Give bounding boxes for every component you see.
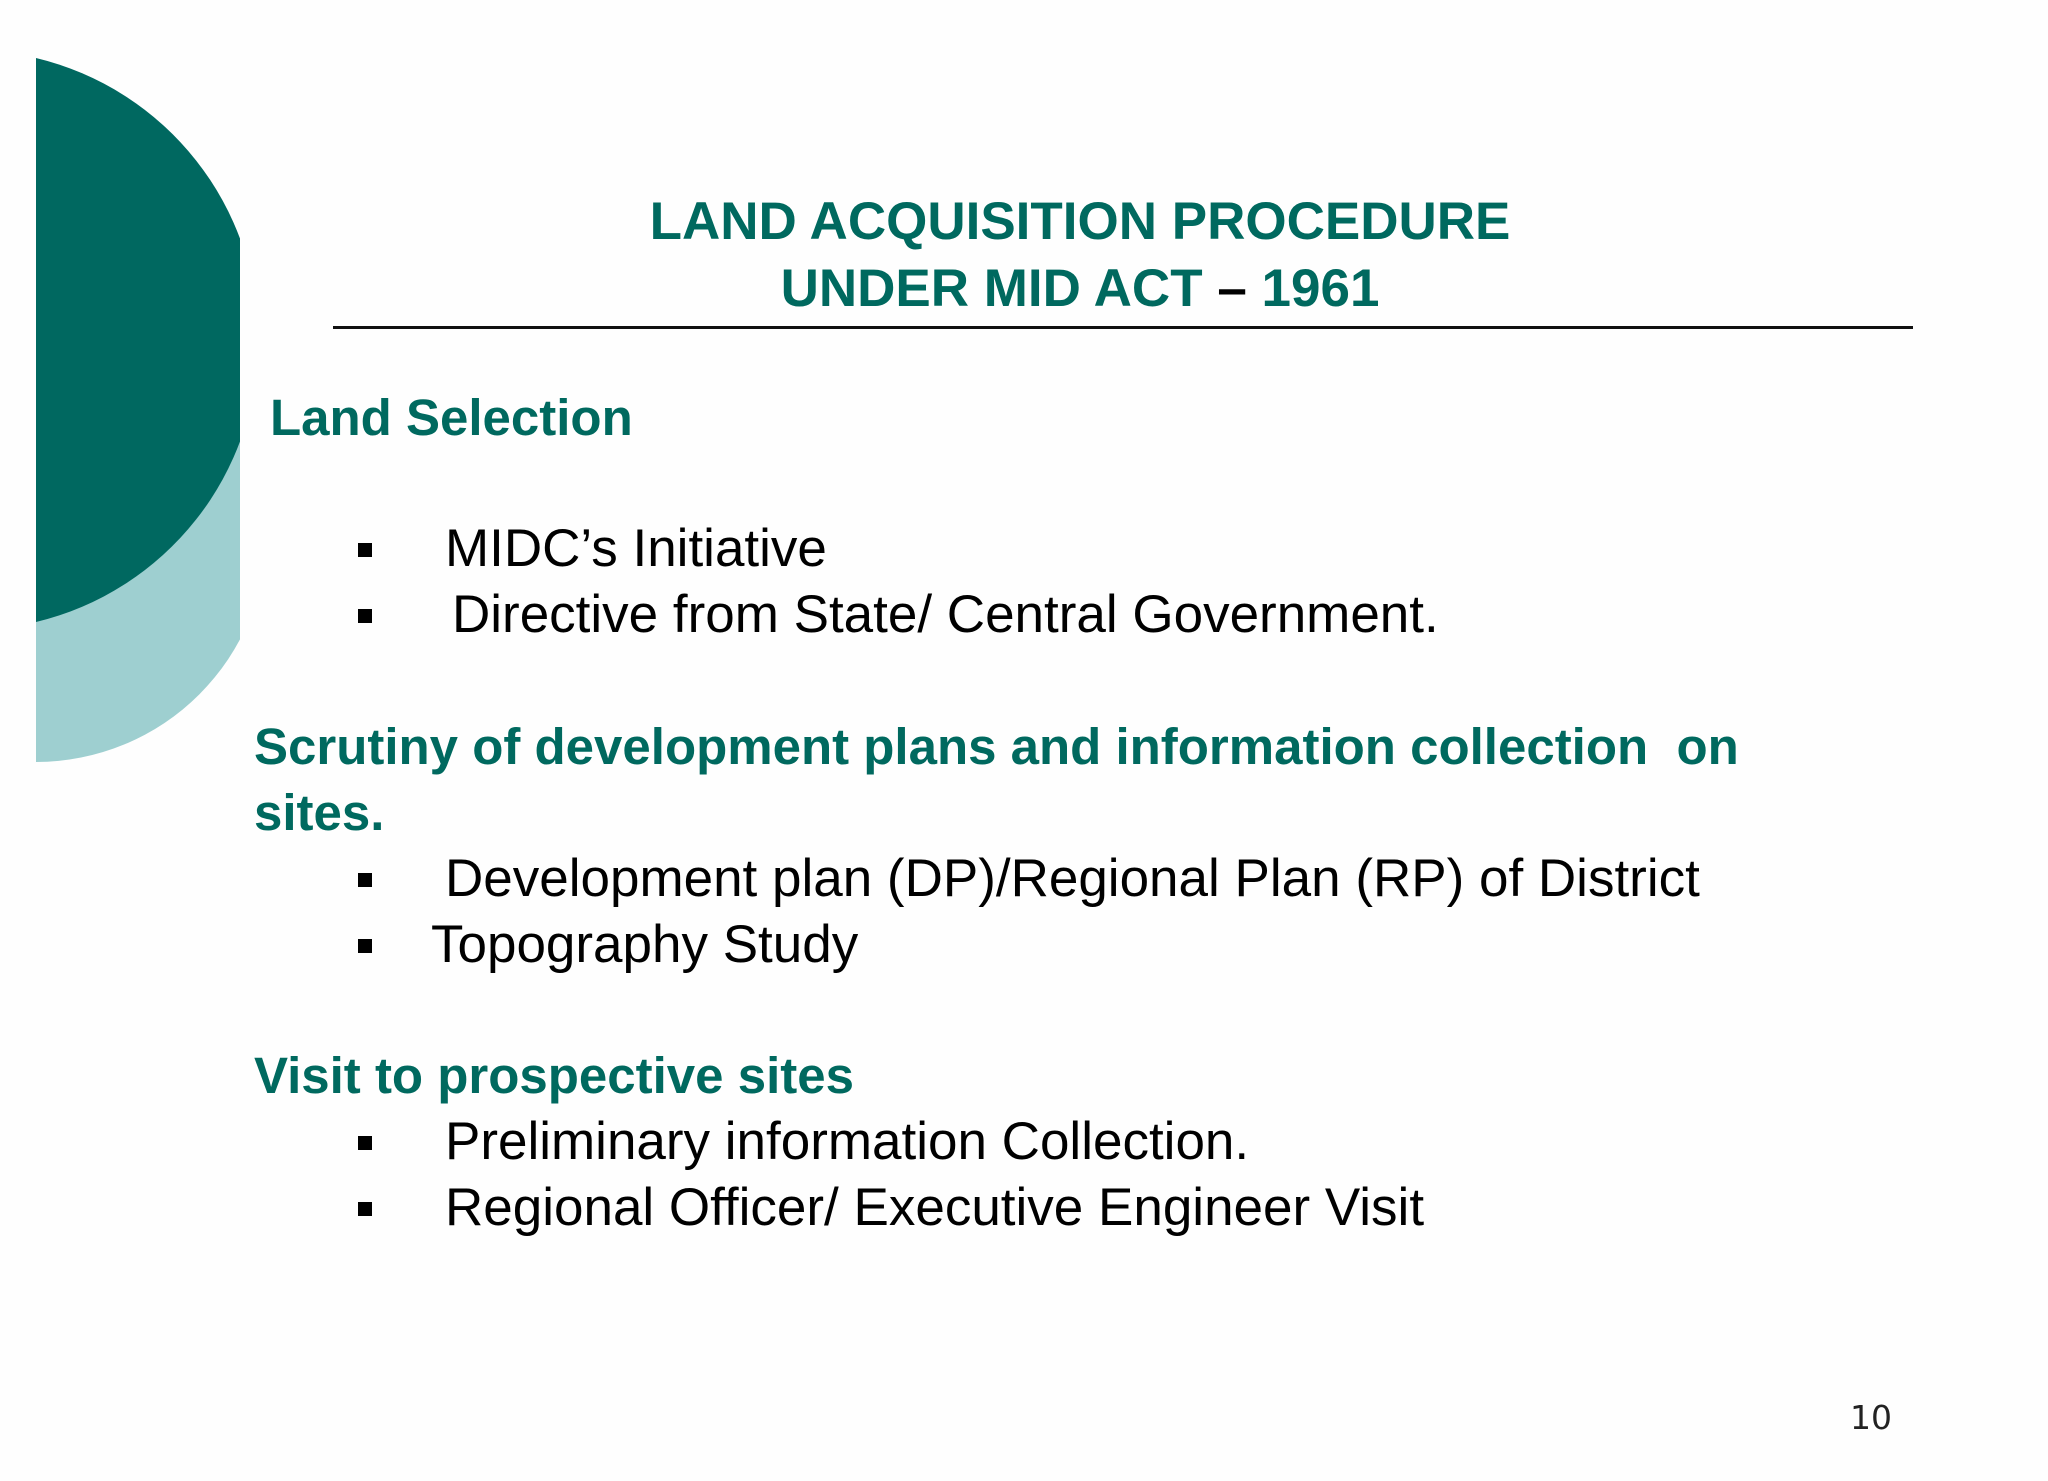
bullet-text: Regional Officer/ Executive Engineer Visit xyxy=(445,1178,1425,1237)
decorative-circles xyxy=(0,0,240,780)
square-bullet-icon xyxy=(358,609,372,623)
title-line-2 xyxy=(300,255,1860,322)
title-line-2-start: UNDER MID ACT xyxy=(780,259,1203,318)
heading-line-2: sites. xyxy=(254,784,385,841)
page-number: 10 xyxy=(1850,1398,1892,1437)
slide-title xyxy=(300,188,1860,322)
square-bullet-icon xyxy=(358,543,372,557)
bullet-text: Directive from State/ Central Government. xyxy=(452,585,1439,644)
title-underline xyxy=(333,326,1913,329)
square-bullet-icon xyxy=(358,1136,372,1150)
title-dash: – xyxy=(1217,259,1247,318)
title-line-1: LAND ACQUISITION PROCEDURE xyxy=(649,192,1511,251)
bullet-text: Topography Study xyxy=(431,915,859,974)
title-year: 1961 xyxy=(1261,259,1380,318)
bullet-text: Preliminary information Collection. xyxy=(445,1112,1250,1171)
bullet-text: Development plan (DP)/Regional Plan (RP) of District xyxy=(445,849,1700,908)
section-heading-scrutiny xyxy=(254,714,1739,846)
heading-line-1: Scrutiny of development plans and information collection on xyxy=(254,718,1739,775)
section-heading-land-selection: Land Selection xyxy=(270,389,633,446)
square-bullet-icon xyxy=(358,873,372,887)
square-bullet-icon xyxy=(358,939,372,953)
section-heading-visit: Visit to prospective sites xyxy=(254,1047,854,1104)
square-bullet-icon xyxy=(358,1202,372,1216)
bullet-text: MIDC’s Initiative xyxy=(445,519,827,578)
